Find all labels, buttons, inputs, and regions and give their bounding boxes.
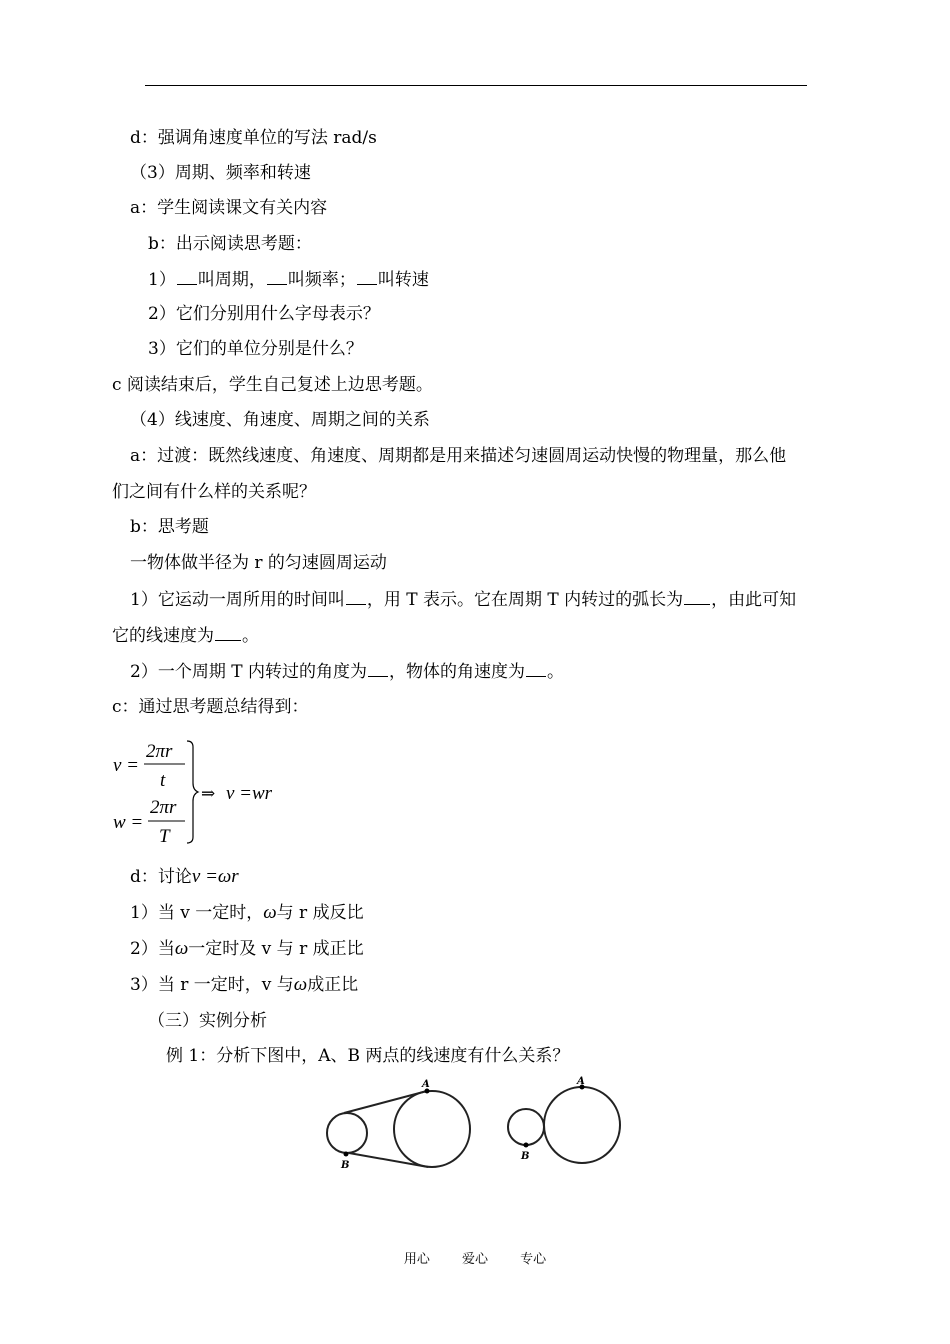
fill-blank (346, 588, 366, 605)
d1-part-b: 与 r 成反比 (276, 903, 364, 923)
text-d-units: d：强调角速度单位的写法 rad/s (130, 128, 377, 148)
fill-blank (267, 268, 287, 285)
question-1 (148, 268, 429, 291)
fill-blank (684, 588, 710, 605)
small-pulley-left (327, 1113, 367, 1153)
fill-blank (526, 660, 546, 677)
small-gear-right (508, 1109, 544, 1145)
label-b-left: B (341, 1160, 350, 1171)
t2-part-b: ，物体的角速度为 (388, 662, 525, 682)
t1-part-c: ，由此可知 (711, 590, 797, 610)
question-3: 3）它们的单位分别是什么？ (148, 339, 363, 359)
t2-part-c: 。 (546, 662, 564, 682)
large-gear-right (544, 1087, 620, 1163)
d3-part-a: 3）当 r 一定时，v 与 (130, 975, 294, 995)
text-d-discuss (130, 866, 239, 888)
omega-symbol: ω (293, 974, 308, 995)
discuss-1 (130, 902, 364, 924)
label-b-right: B (521, 1151, 530, 1162)
label-a-right: A (577, 1076, 585, 1087)
t1-part-d: 它的线速度为 (112, 626, 214, 646)
right-brace (187, 741, 198, 843)
formula2-denominator: T (159, 826, 170, 847)
example-1: 例 1：分析下图中，A、B 两点的线速度有什么关系？ (166, 1046, 570, 1066)
formula1-lhs: v = (113, 755, 140, 776)
v-omega-r-formula: v =ωr (191, 866, 239, 887)
formula2-lhs: w = (113, 812, 144, 833)
q1-period: 叫周期， (197, 270, 266, 290)
point-b-left (344, 1152, 349, 1157)
footer-item-2: 爱心 (461, 1252, 488, 1267)
fill-blank (215, 624, 241, 641)
formula2-numerator: 2πr (150, 797, 177, 818)
footer-item-3: 专心 (520, 1252, 547, 1267)
d2-part-a: 2）当 (130, 939, 175, 959)
q1-frequency: 叫频率； (287, 270, 356, 290)
question-2: 2）它们分别用什么字母表示？ (148, 304, 380, 324)
d3-part-b: 成正比 (307, 975, 359, 995)
implies-arrow: ⇒ (201, 784, 216, 803)
think-question-2 (130, 660, 564, 683)
fill-blank (357, 268, 377, 285)
fill-blank (177, 268, 197, 285)
belt-bottom (349, 1153, 428, 1167)
large-pulley-left (394, 1091, 470, 1167)
fill-blank (368, 660, 388, 677)
omega-symbol: ω (174, 938, 189, 959)
point-b-right (524, 1143, 529, 1148)
belt-top (344, 1091, 427, 1113)
header-rule (145, 85, 807, 86)
discuss-2 (130, 938, 364, 960)
formula-result: v =wr (226, 783, 273, 804)
think-question-1 (130, 588, 796, 611)
d1-part-a: 1）当 v 一定时， (130, 903, 264, 923)
section-4-title: （4）线速度、角速度、周期之间的关系 (130, 410, 430, 430)
text-c-review: c 阅读结束后，学生自己复述上边思考题。 (112, 375, 433, 395)
t2-part-a: 2）一个周期 T 内转过的角度为 (130, 662, 367, 682)
pulley-figure (320, 1075, 625, 1180)
discuss-3 (130, 974, 358, 996)
label-a-left: A (422, 1079, 430, 1090)
t1-part-a: 1）它运动一周所用的时间叫 (130, 590, 345, 610)
t1-part-e: 。 (242, 626, 259, 646)
text-b-think: b：思考题 (130, 517, 209, 537)
page-footer (0, 1248, 950, 1267)
discuss-label: d：讨论 (130, 867, 192, 887)
d2-part-b: 一定时及 v 与 r 成正比 (188, 939, 364, 959)
section-three-title: （三）实例分析 (148, 1011, 267, 1031)
text-b-questions: b：出示阅读思考题： (148, 234, 312, 254)
footer-item-1: 用心 (403, 1252, 430, 1267)
formula1-denominator: t (160, 770, 166, 791)
text-a-transition-2: 们之间有什么样的关系呢？ (112, 482, 316, 502)
t1-part-b: ，用 T 表示。它在周期 T 内转过的弧长为 (366, 590, 684, 610)
q1-speed: 叫转速 (377, 270, 429, 290)
think-question-1-cont (112, 624, 259, 647)
q1-prefix: 1） (148, 270, 176, 290)
text-a-read: a：学生阅读课文有关内容 (130, 198, 328, 218)
text-c-summary: c：通过思考题总结得到： (112, 697, 309, 717)
section-3-title: （3）周期、频率和转速 (130, 163, 311, 183)
text-think-intro: 一物体做半径为 r 的匀速圆周运动 (130, 553, 387, 573)
formula1-numerator: 2πr (146, 741, 173, 762)
velocity-formula (113, 738, 313, 848)
omega-symbol: ω (263, 902, 277, 923)
text-a-transition-1: a：过渡：既然线速度、角速度、周期都是用来描述匀速圆周运动快慢的物理量，那么他 (130, 446, 787, 466)
